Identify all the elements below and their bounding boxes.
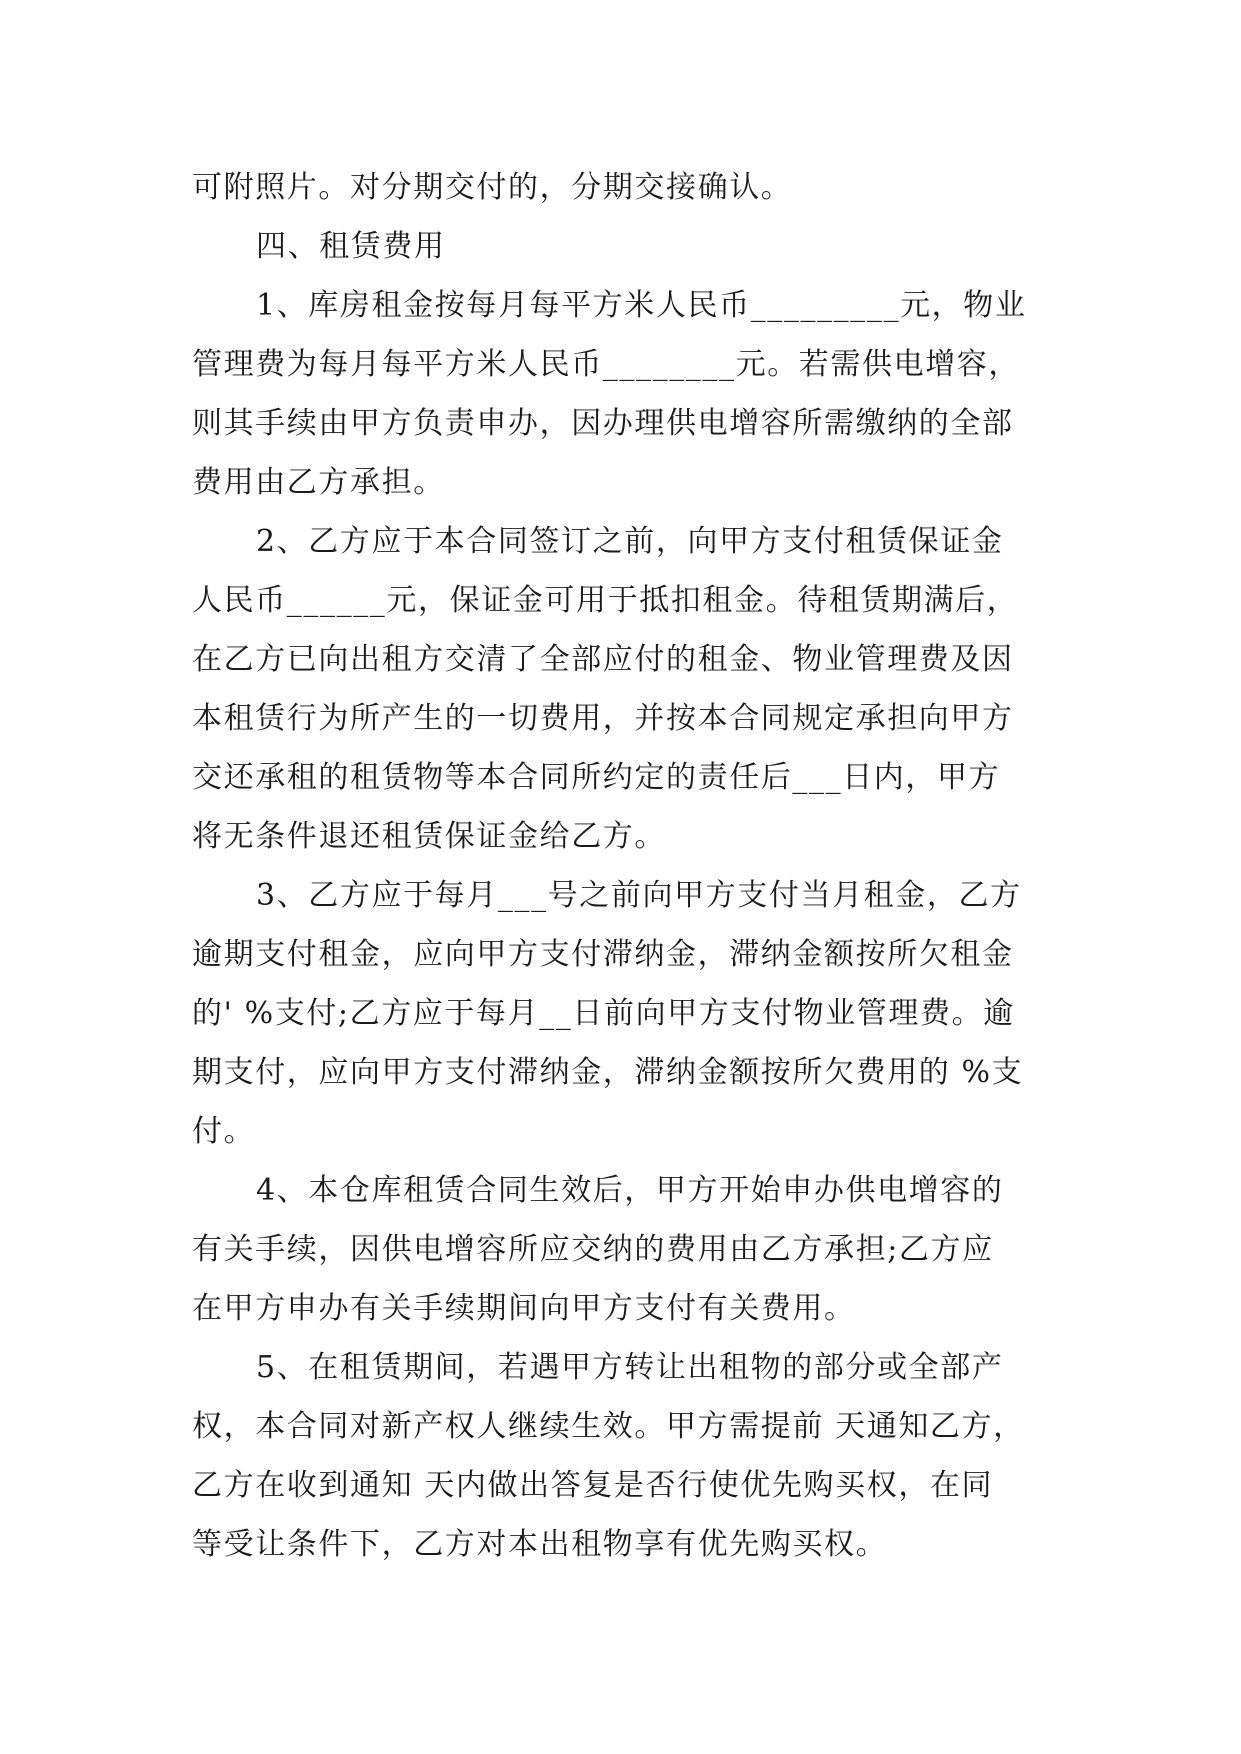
text-line: 将无条件退还租赁保证金给乙方。 bbox=[192, 819, 666, 854]
text-line: 可附照片。对分期交付的，分期交接确认。 bbox=[192, 170, 793, 205]
text-line: 管理费为每月每平方米人民币________元。若需供电增容， bbox=[192, 347, 1020, 382]
document-body bbox=[192, 158, 1062, 1574]
text-line: 本租赁行为所产生的一切费用，并按本合同规定承担向甲方 bbox=[192, 701, 1014, 736]
text-line: 1、库房租金按每月每平方米人民币_________元，物业 bbox=[256, 288, 1027, 323]
text-line: 在乙方已向出租方交清了全部应付的租金、物业管理费及因 bbox=[192, 642, 1014, 677]
text-line: 期支付，应向甲方支付滞纳金，滞纳金额按所欠费用的 %支 bbox=[192, 1055, 1024, 1090]
text-line: 在甲方申办有关手续期间向甲方支付有关费用。 bbox=[192, 1291, 856, 1326]
section-heading: 四、租赁费用 bbox=[256, 229, 446, 264]
text-line: 2、乙方应于本合同签订之前，向甲方支付租赁保证金 bbox=[256, 524, 1004, 559]
text-line: 5、在租赁期间，若遇甲方转让出租物的部分或全部产 bbox=[256, 1350, 1004, 1385]
text-line: 4、本仓库租赁合同生效后，甲方开始申办供电增容的 bbox=[256, 1173, 1004, 1208]
text-line: 人民币______元，保证金可用于抵扣租金。待租赁期满后， bbox=[192, 583, 1019, 618]
text-line: 逾期支付租金，应向甲方支付滞纳金，滞纳金额按所欠租金 bbox=[192, 937, 1014, 972]
text-line: 有关手续，因供电增容所应交纳的费用由乙方承担;乙方应 bbox=[192, 1232, 994, 1267]
text-line: 则其手续由甲方负责申办，因办理供电增容所需缴纳的全部 bbox=[192, 406, 1014, 441]
text-line: 权，本合同对新产权人继续生效。甲方需提前 天通知乙方， bbox=[192, 1409, 1025, 1444]
text-line: 乙方在收到通知 天内做出答复是否行使优先购买权，在同 bbox=[192, 1468, 994, 1503]
text-line: 交还承租的租赁物等本合同所约定的责任后___日内，甲方 bbox=[192, 760, 1001, 795]
text-line: 等受让条件下，乙方对本出租物享有优先购买权。 bbox=[192, 1527, 888, 1562]
text-line: 3、乙方应于每月___号之前向甲方支付当月租金，乙方 bbox=[256, 878, 1022, 913]
text-line: 费用由乙方承担。 bbox=[192, 465, 445, 500]
text-line: 的' %支付;乙方应于每月__日前向甲方支付物业管理费。逾 bbox=[192, 996, 1015, 1031]
text-line: 付。 bbox=[192, 1114, 256, 1149]
